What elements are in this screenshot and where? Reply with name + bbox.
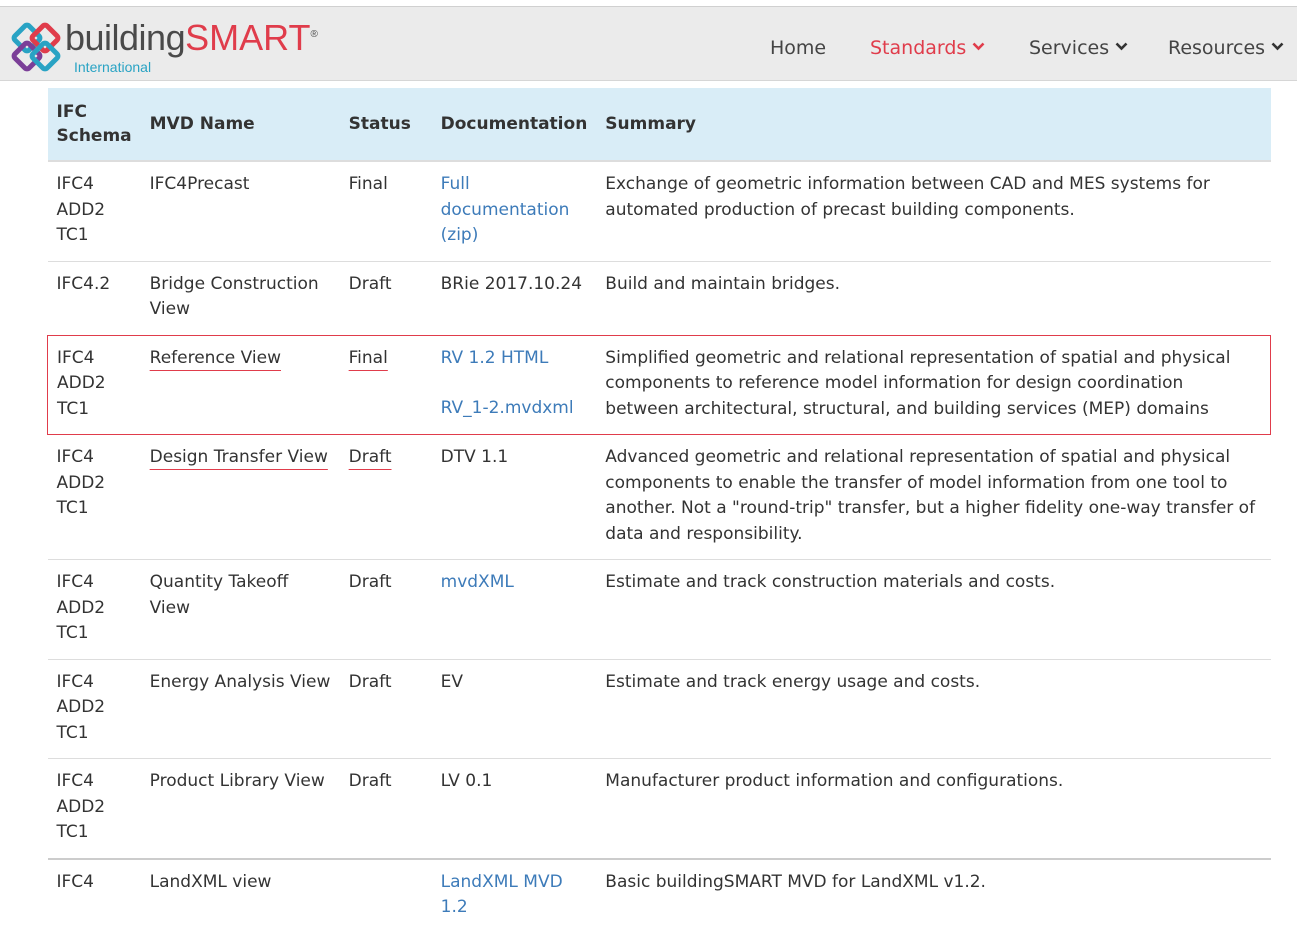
header-mvd-name: MVD Name xyxy=(141,88,340,161)
nav-standards-label: Standards xyxy=(870,37,967,59)
cell-schema: IFC4 ADD2 TC1 xyxy=(48,161,141,261)
header-documentation: Documentation xyxy=(432,88,597,161)
cell-status xyxy=(340,335,432,435)
table-row-highlighted xyxy=(48,335,1271,435)
cell-status xyxy=(340,859,432,933)
logo-registered-mark: ® xyxy=(310,29,318,40)
cell-documentation xyxy=(432,560,597,660)
cell-schema: IFC4 xyxy=(48,859,141,933)
mvd-table xyxy=(47,88,1271,933)
cell-schema: IFC4 ADD2 TC1 xyxy=(56,447,106,518)
logo-word-building: building xyxy=(65,17,186,58)
cell-summary: Exchange of geometric information between CAD and MES systems for automated production of precast building components. xyxy=(596,161,1270,261)
cell-mvd-name: LandXML view xyxy=(141,859,340,933)
cell-summary: Manufacturer product information and configurations. xyxy=(596,759,1270,859)
doc-link-html[interactable]: RV 1.2 HTML xyxy=(440,347,549,368)
table-row xyxy=(48,435,1271,560)
nav-services-label: Services xyxy=(1029,37,1110,59)
cell-documentation: BRie 2017.10.24 xyxy=(432,261,597,335)
table-row xyxy=(48,560,1271,660)
cell-schema: IFC4 ADD2 TC1 xyxy=(48,759,141,859)
header-summary: Summary xyxy=(596,88,1270,161)
cell-mvd-name: IFC4Precast xyxy=(141,161,340,261)
table-row xyxy=(48,859,1271,933)
header-schema-line1: IFC xyxy=(56,102,87,122)
cell-documentation: DTV 1.1 xyxy=(440,447,509,467)
cell-mvd-name xyxy=(141,335,340,435)
table-row xyxy=(48,261,1271,335)
main-nav xyxy=(0,37,1297,63)
cell-documentation xyxy=(432,859,597,933)
cell-status: Draft xyxy=(340,759,432,859)
cell-mvd-name: Energy Analysis View xyxy=(141,659,340,759)
cell-summary: Advanced geometric and relational representation of spatial and physical components to enable the transfer of model information from one tool to another. Not a "round-trip" transfer, but a higher fidelity one-way transfer of data and responsibility. xyxy=(605,447,1256,544)
nav-services[interactable] xyxy=(1029,37,1128,59)
doc-link[interactable]: Full documentation (zip) xyxy=(440,174,570,245)
cell-documentation xyxy=(432,335,597,435)
table-row xyxy=(48,759,1271,859)
cell-mvd-name xyxy=(141,435,340,560)
cell-summary: Estimate and track energy usage and costs. xyxy=(596,659,1270,759)
cell-schema: IFC4 ADD2 TC1 xyxy=(48,335,141,435)
cell-summary: Estimate and track construction materials and costs. xyxy=(596,560,1270,660)
cell-mvd-name: Bridge Construction View xyxy=(141,261,340,335)
doc-link-mvdxml[interactable]: RV_1-2.mvdxml xyxy=(440,398,574,418)
chevron-down-icon xyxy=(1271,42,1284,51)
cell-status: Draft xyxy=(340,261,432,335)
cell-status xyxy=(340,435,432,560)
cell-status: Draft xyxy=(340,659,432,759)
site-header xyxy=(0,6,1297,81)
doc-link[interactable]: LandXML MVD 1.2 xyxy=(440,871,563,917)
table-row xyxy=(48,659,1271,759)
mvd-name-underlined: Design Transfer View xyxy=(149,447,328,467)
cell-documentation xyxy=(432,161,597,261)
nav-home[interactable]: Home xyxy=(770,37,827,59)
logo-subtitle: International xyxy=(74,59,152,75)
cell-mvd-name: Product Library View xyxy=(141,759,340,859)
cell-summary: Basic buildingSMART MVD for LandXML v1.2. xyxy=(596,859,1270,933)
chevron-down-icon xyxy=(972,42,985,51)
cell-mvd-name: Quantity Takeoff View xyxy=(141,560,340,660)
doc-gap xyxy=(441,371,588,396)
cell-schema: IFC4 ADD2 TC1 xyxy=(48,560,141,660)
table-header-row xyxy=(48,88,1271,161)
cell-summary: Simplified geometric and relational representation of spatial and physical components to reference model information for design coordination between architectural, structural, and building services (MEP) domains xyxy=(596,335,1270,435)
mvd-name-underlined: Reference View xyxy=(149,347,281,368)
nav-resources-label: Resources xyxy=(1168,37,1266,59)
cell-schema: IFC4 ADD2 TC1 xyxy=(48,659,141,759)
table-row xyxy=(48,161,1271,261)
cell-documentation: LV 0.1 xyxy=(432,759,597,859)
status-underlined: Draft xyxy=(348,447,392,467)
cell-status: Final xyxy=(340,161,432,261)
cell-documentation: EV xyxy=(432,659,597,759)
cell-schema: IFC4.2 xyxy=(48,261,141,335)
logo-word-smart: SMART xyxy=(185,17,311,58)
nav-standards[interactable] xyxy=(870,37,985,59)
header-status: Status xyxy=(340,88,432,161)
doc-link[interactable]: mvdXML xyxy=(440,572,514,592)
header-ifc-schema xyxy=(48,88,141,161)
cell-summary: Build and maintain bridges. xyxy=(596,261,1270,335)
cell-status: Draft xyxy=(340,560,432,660)
nav-resources[interactable] xyxy=(1168,37,1284,59)
header-schema-line2: Schema xyxy=(56,126,132,146)
status-underlined: Final xyxy=(348,347,388,368)
chevron-down-icon xyxy=(1115,42,1128,51)
